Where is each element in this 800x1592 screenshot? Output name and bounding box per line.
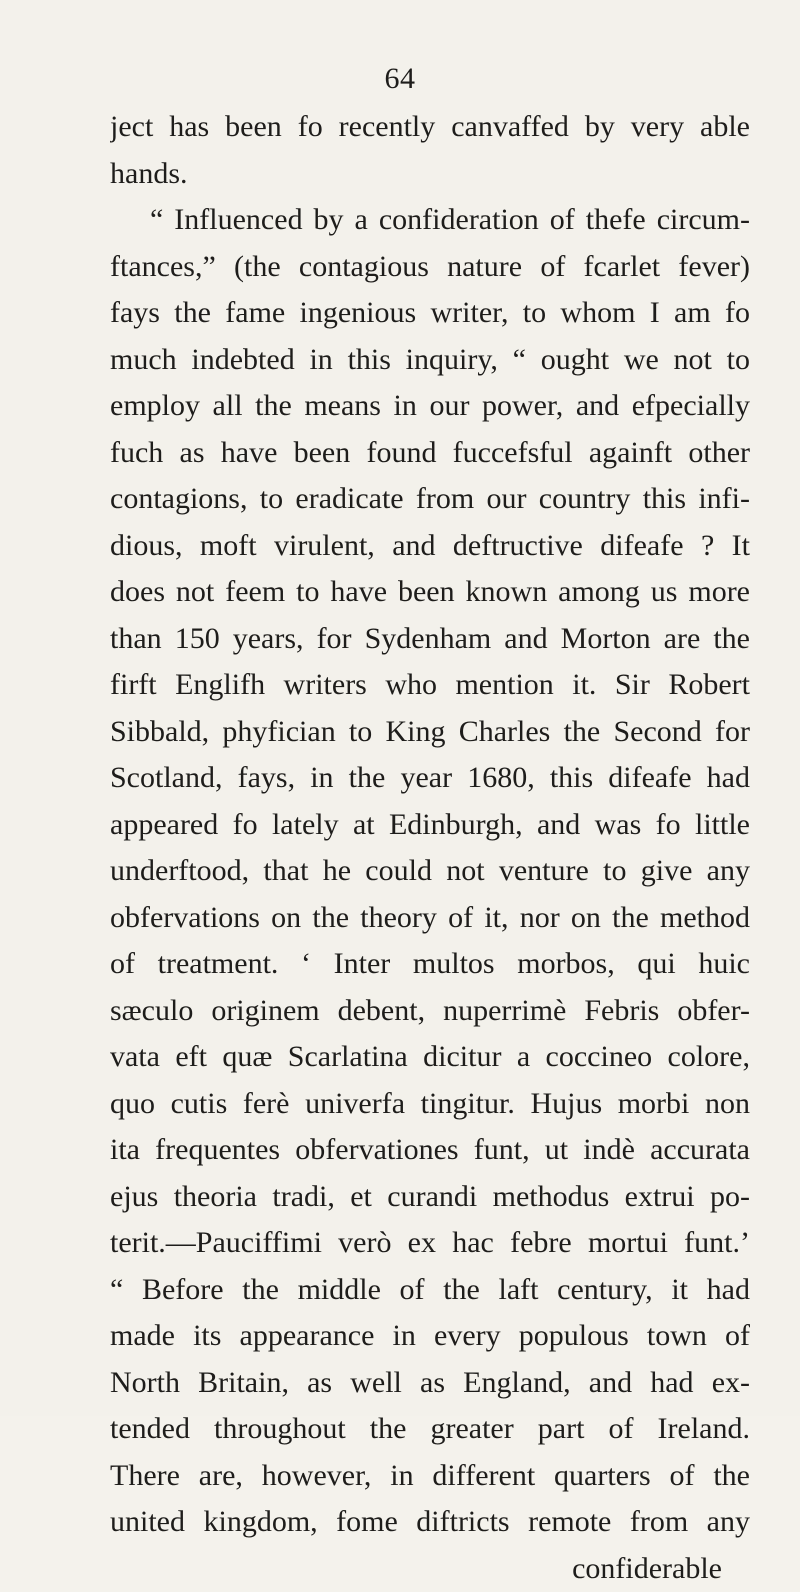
- text-line: underftood, that he could not venture to give any: [110, 848, 750, 895]
- text-line: obfervations on the theory of it, nor on the method: [110, 895, 750, 942]
- text-line: of treatment. ‘ Inter multos morbos, qui huic: [110, 941, 750, 988]
- text-line: appeared fo lately at Edinburgh, and was fo little: [110, 802, 750, 849]
- text-line: Scotland, fays, in the year 1680, this difeafe had: [110, 755, 750, 802]
- text-line: terit.—Pauciffimi verò ex hac febre mortui funt.’: [110, 1220, 750, 1267]
- text-line: dious, moft virulent, and deftructive difeafe ? It: [110, 523, 750, 570]
- text-line: ejus theoria tradi, et curandi methodus extrui po-: [110, 1174, 750, 1221]
- text-line: North Britain, as well as England, and had ex-: [110, 1360, 750, 1407]
- text-line: does not feem to have been known among us more: [110, 569, 750, 616]
- text-line: contagions, to eradicate from our country this infi-: [110, 476, 750, 523]
- text-line: sæculo originem debent, nuperrimè Febris obfer-: [110, 988, 750, 1035]
- text-line: There are, however, in different quarters of the: [110, 1453, 750, 1500]
- text-line: “ Before the middle of the laft century, it had: [110, 1267, 750, 1314]
- text-line: quo cutis ferè univerfa tingitur. Hujus morbi non: [110, 1081, 750, 1128]
- text-line: vata eft quæ Scarlatina dicitur a coccineo colore,: [110, 1034, 750, 1081]
- text-line: confiderable: [110, 1546, 750, 1592]
- text-line: ita frequentes obfervationes funt, ut indè accurata: [110, 1127, 750, 1174]
- text-line: hands.: [110, 151, 750, 198]
- text-line: tended throughout the greater part of Ireland.: [110, 1406, 750, 1453]
- text-line: Sibbald, phyfician to King Charles the Second for: [110, 709, 750, 756]
- text-line: much indebted in this inquiry, “ ought we not to: [110, 337, 750, 384]
- text-line: made its appearance in every populous town of: [110, 1313, 750, 1360]
- text-line: united kingdom, fome diftricts remote from any: [110, 1499, 750, 1546]
- page-number: 64: [0, 62, 800, 96]
- text-line: firft Englifh writers who mention it. Sir Robert: [110, 662, 750, 709]
- body-text: [110, 104, 750, 1592]
- text-line: than 150 years, for Sydenham and Morton are the: [110, 616, 750, 663]
- text-line: ject has been fo recently canvaffed by very able: [110, 104, 750, 151]
- text-line: ftances,” (the contagious nature of fcarlet fever): [110, 244, 750, 291]
- text-line: employ all the means in our power, and efpecially: [110, 383, 750, 430]
- text-line: fays the fame ingenious writer, to whom I am fo: [110, 290, 750, 337]
- text-line: “ Influenced by a confideration of thefe circum-: [110, 197, 750, 244]
- text-line: fuch as have been found fuccefsful againft other: [110, 430, 750, 477]
